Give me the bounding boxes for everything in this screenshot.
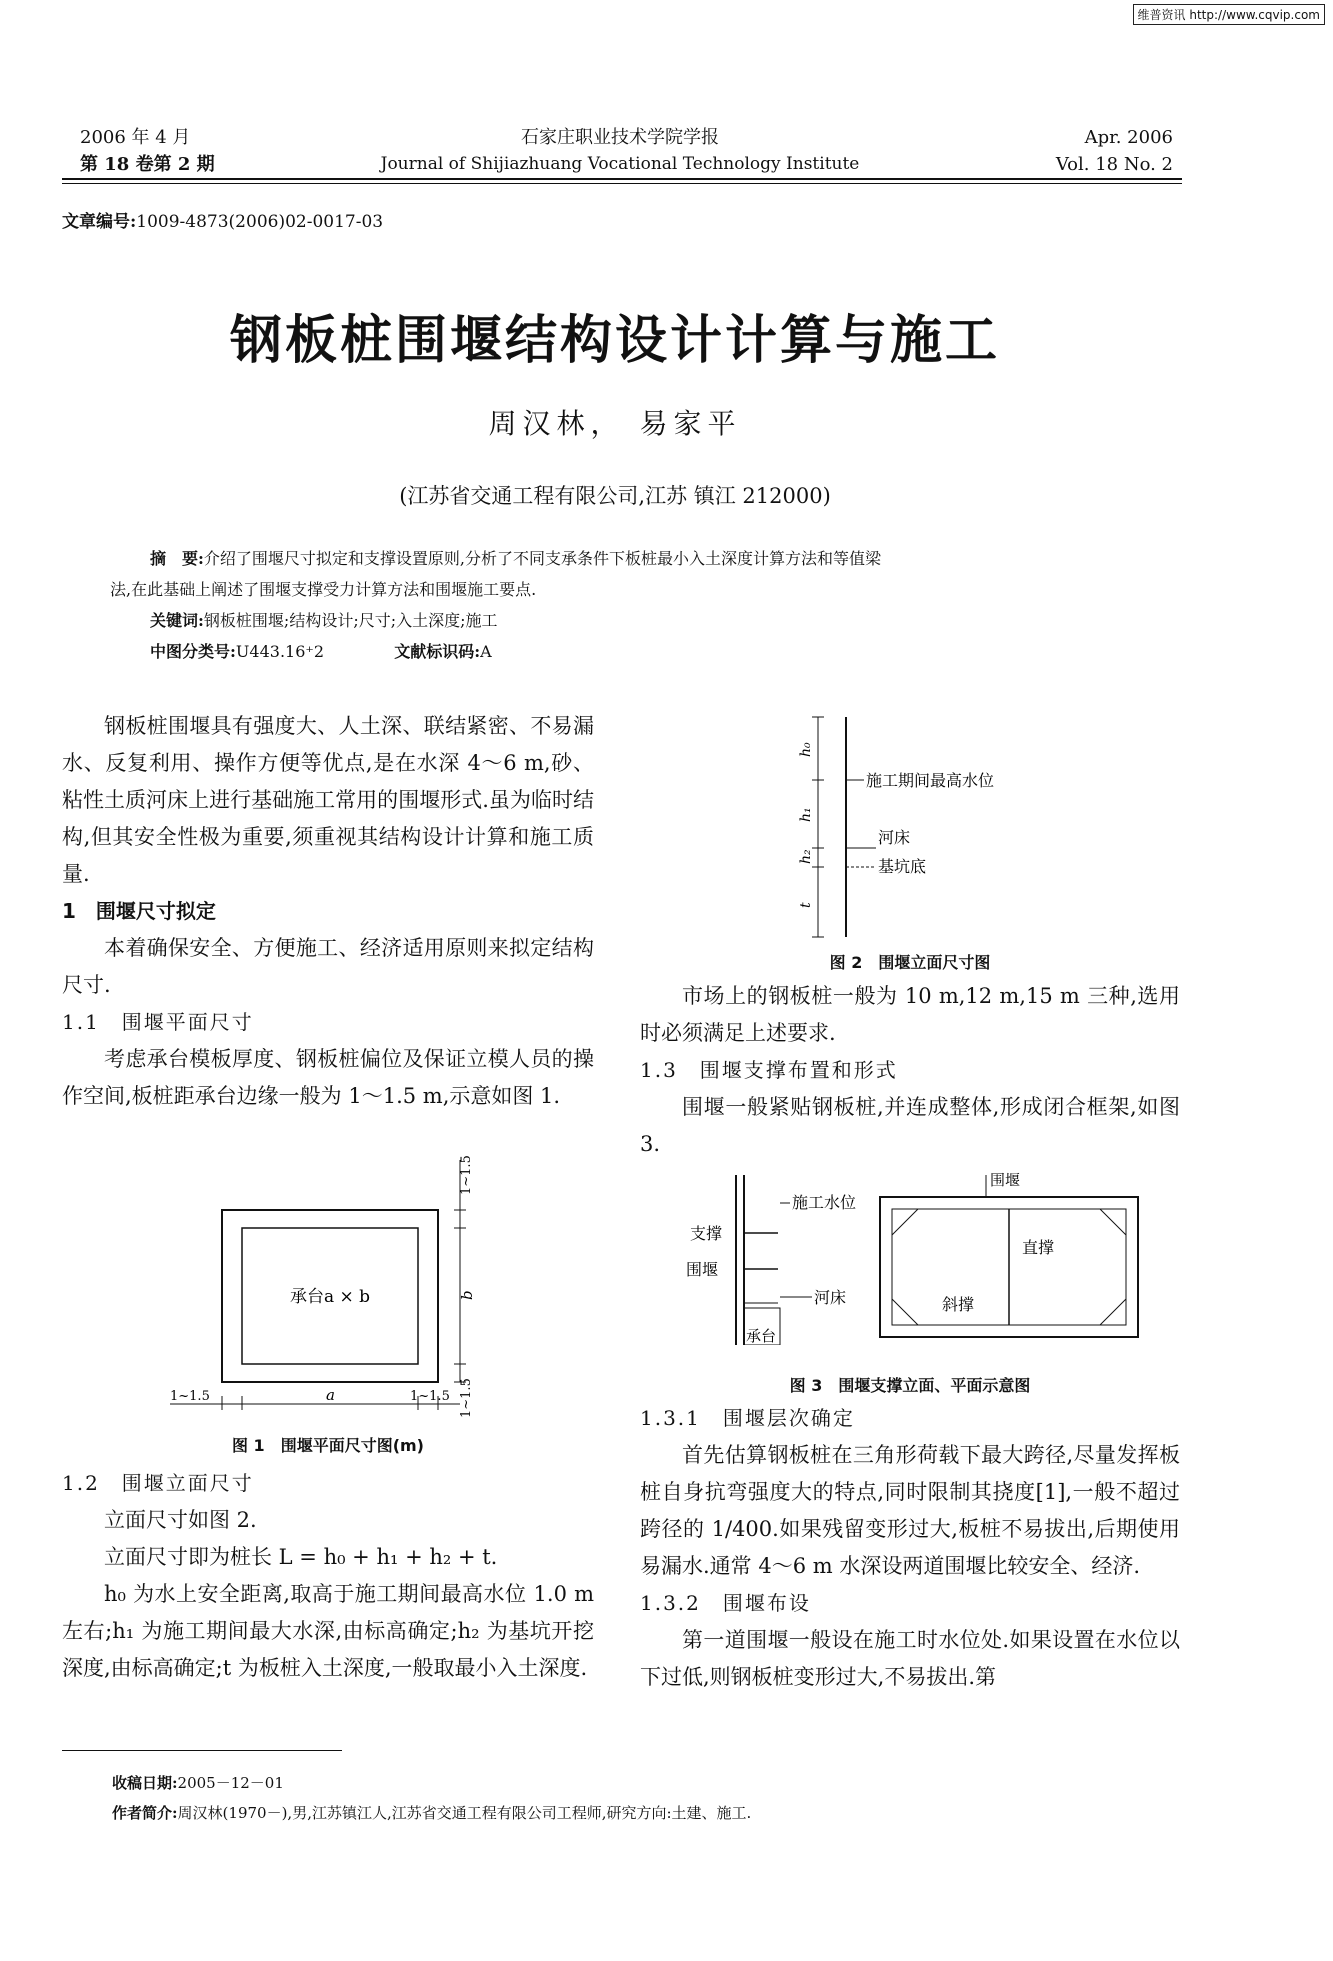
section-1-2-p3: h₀ 为水上安全距离,取高于施工期间最高水位 1.0 m 左右;h₁ 为施工期间最大水深,由标高确定;h₂ 为基坑开挖深度,由标高确定;t 为板桩入土深度,一般取最小入土深度. [62,1582,594,1680]
fig1-label-a: a [326,1386,335,1404]
fig2-t: t [798,902,814,908]
author-bio: 作者简介:周汉林(1970－),男,江苏镇江人,江苏省交通工程有限公司工程师,研究方向:土建、施工. [112,1804,752,1822]
section-1-3-heading: 1.3 围堰支撑布置和形式 [640,1058,898,1082]
section-1-2-p2: 立面尺寸即为桩长 L = h₀ + h₁ + h₂ + t. [104,1545,498,1569]
section-1-1-text: 考虑承台模板厚度、钢板桩偏位及保证立模人员的操作空间,板桩距承台边缘一般为 1～1.5 m,示意如图 1. [62,1047,594,1108]
figure-3-caption: 图 3 围堰支撑立面、平面示意图 [789,1376,1031,1395]
fig2-pit-label: 基坑底 [878,857,927,876]
header-left [80,124,215,178]
section-1-3-2-heading: 1.3.2 围堰布设 [640,1591,811,1615]
figure-3-bracing [680,1165,1150,1345]
fig3-plan-purlin-label: 围堰 [990,1171,1021,1189]
fig2-h1: h₁ [798,807,814,822]
left-column-top [62,708,594,1115]
footnote [112,1768,1172,1828]
keywords: 关键词:钢板桩围堰;结构设计;尺寸;入土深度;施工 [150,611,498,630]
authors: 周汉林， 易家平 [488,407,742,440]
fig3-bed-label: 河床 [814,1288,847,1307]
article-number: 文章编号:1009-4873(2006)02-0017-03 [62,212,384,232]
fig1-inner-label: 承台a × b [289,1287,371,1307]
section-1-3-1-text: 首先估算钢板桩在三角形荷载下最大跨径,尽量发挥板桩自身抗弯强度大的特点,同时限制其挠度[1],一般不超过跨径的 1/400.如果残留变形过大,板桩不易拔出,后期使用易漏水.通常 4～6 m 水深设两道围堰比较安全、经济. [640,1443,1180,1578]
header-date-en: Apr. 2006 [1084,127,1173,148]
header-right [1056,124,1173,178]
header-center [330,124,910,178]
fig3-strut-label: 直撑 [1022,1238,1055,1257]
fig3-cap-label: 承台 [746,1327,777,1345]
left-column-bottom [62,1465,594,1687]
footnote-rule [62,1750,342,1751]
fig1-dim-left: 1~1.5 [170,1389,210,1404]
fig1-dim-top: 1~1.5 [459,1155,474,1195]
fig3-water-label: 施工水位 [792,1193,857,1212]
section-1-3-2-text: 第一道围堰一般设在施工时水位处.如果设置在水位以下过低,则钢板桩变形过大,不易拔出.第 [640,1628,1180,1689]
figure-1-caption: 图 1 围堰平面尺寸图(m) [231,1436,424,1455]
classification: 中图分类号:U443.16⁺2 文献标识码:A [150,642,492,661]
abstract: 摘 要:介绍了围堰尺寸拟定和支撑设置原则,分析了不同支承条件下板桩最小入土深度计算方法和等值梁 法,在此基础上阐述了围堰支撑受力计算方法和围堰施工要点. 关键词:钢板桩围堰;结构设计;尺寸;入土深度;施工 中图分类号:U443.16⁺2 文献标识码:A [110,543,1140,667]
section-1-1-heading: 1.1 围堰平面尺寸 [62,1010,254,1034]
figure-2-caption: 图 2 围堰立面尺寸图 [829,953,991,972]
page-title: 钢板桩围堰结构设计计算与施工 [229,311,1000,371]
figure-1-plan [160,1150,500,1420]
received-date: 收稿日期:2005－12－01 [112,1774,284,1792]
right-column-top [640,978,1180,1163]
section-1-heading: 1 围堰尺寸拟定 [62,899,216,923]
section-1-3-text: 围堰一般紧贴钢板桩,并连成整体,形成闭合框架,如图 3. [640,1095,1180,1156]
header-volume: 第 18 卷第 2 期 [80,154,215,175]
header-rule [62,178,1182,180]
section-1-3-1-heading: 1.3.1 围堰层次确定 [640,1406,855,1430]
header-journal-en: Journal of Shijiazhuang Vocational Technology Institute [380,154,860,174]
fig2-bed-label: 河床 [878,828,911,847]
header-date: 2006 年 4 月 [80,127,191,148]
fig2-water-label: 施工期间最高水位 [866,771,995,790]
fig3-purlin-label: 围堰 [686,1260,719,1279]
fig1-dim-bottom: 1~1.5 [459,1378,474,1418]
fig3-support-label: 支撑 [690,1224,723,1243]
fig3-brace-label: 斜撑 [942,1295,975,1314]
section-1-2-heading: 1.2 围堰立面尺寸 [62,1471,254,1495]
header-rule-thin [62,183,1182,184]
fig1-label-b: b [458,1290,476,1300]
intro-paragraph: 钢板桩围堰具有强度大、人土深、联结紧密、不易漏水、反复利用、操作方便等优点,是在水深 4～6 m,砂、粘性土质河床上进行基础施工常用的围堰形式.虽为临时结构,但其安全性极为重要,须重视其结构设计计算和施工质量. [62,714,594,886]
fig1-dim-right: 1~1.5 [410,1389,450,1404]
figure-2-elevation [780,712,1060,942]
fig2-h0: h₀ [798,742,814,757]
right-column-bottom [640,1400,1180,1696]
market-paragraph: 市场上的钢板桩一般为 10 m,12 m,15 m 三种,选用时必须满足上述要求. [640,984,1180,1045]
source-stamp: 维普资讯 http://www.cqvip.com [1133,4,1325,25]
header-volume-en: Vol. 18 No. 2 [1055,154,1173,175]
section-1-text: 本着确保安全、方便施工、经济适用原则来拟定结构尺寸. [62,936,594,997]
fig2-h2: h₂ [798,849,814,864]
header-journal-cn: 石家庄职业技术学院学报 [521,127,719,148]
section-1-2-p1: 立面尺寸如图 2. [104,1508,257,1532]
affiliation: (江苏省交通工程有限公司,江苏 镇江 212000) [399,484,831,508]
